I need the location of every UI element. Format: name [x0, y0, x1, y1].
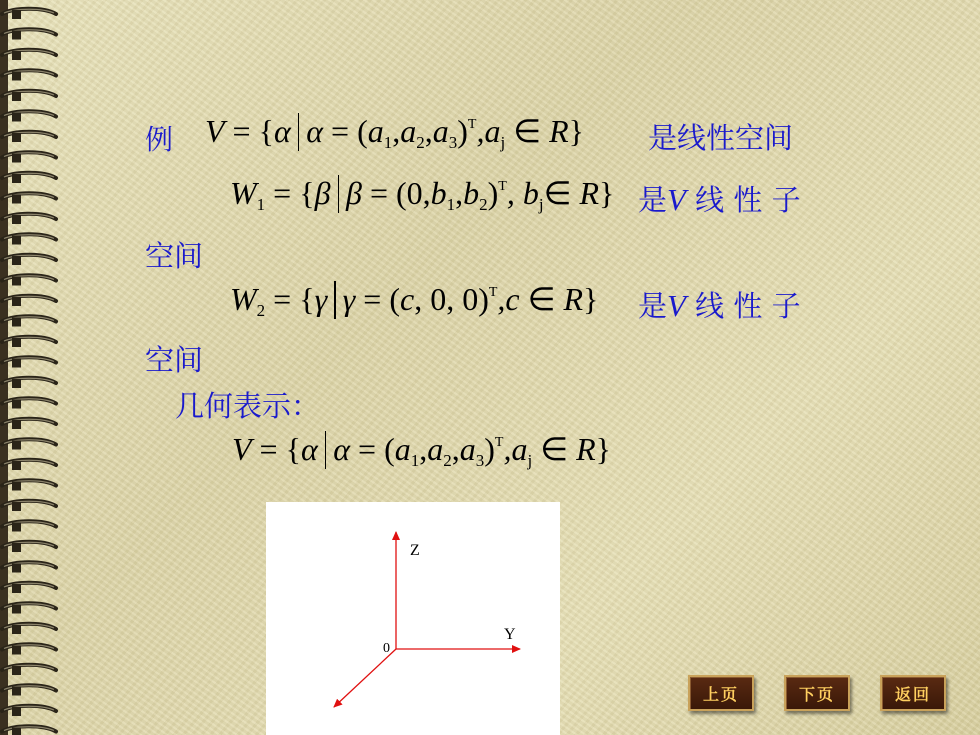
back-button[interactable]: 返回: [880, 675, 946, 711]
next-page-button[interactable]: 下页: [784, 675, 850, 711]
w2-subspace-text-cont: 空间: [145, 343, 204, 377]
formula-v-repeat: V = {α $\alpha = (a_1,a_2,a_3)^T,a_j$ ∈ R}: [232, 431, 611, 470]
y-axis-label: Y: [504, 626, 516, 643]
example-label: 例: [145, 123, 174, 156]
x-axis: [334, 649, 396, 707]
coordinate-figure: [266, 502, 560, 735]
formula-w1-definition: $W_1 = \{\beta$ $\beta = (0,b_1,b_2)^T$, $b_j\in$ R}: [230, 175, 615, 214]
spiral-binding: [0, 0, 60, 735]
linear-space-text: 是线性空间: [648, 121, 794, 155]
w1-subspace-text: 是V 线 性 子: [638, 182, 801, 217]
formula-w2-definition: $W_2 = \{\gamma$ γ = (c, 0, 0)$^T$,c ∈ R}: [230, 281, 599, 320]
prev-page-button[interactable]: 上页: [688, 675, 754, 711]
axes-diagram: [266, 502, 560, 735]
w1-subspace-text-cont: 空间: [145, 239, 204, 273]
formula-v-definition: V = {α $\alpha = (a_1,a_2,a_3)^T,a_j$ ∈ R}: [205, 113, 584, 152]
z-axis-label: Z: [410, 542, 420, 559]
origin-label: 0: [383, 641, 390, 656]
w2-subspace-text: 是V 线 性 子: [638, 288, 801, 323]
geometry-label: 几何表示：: [175, 389, 321, 423]
